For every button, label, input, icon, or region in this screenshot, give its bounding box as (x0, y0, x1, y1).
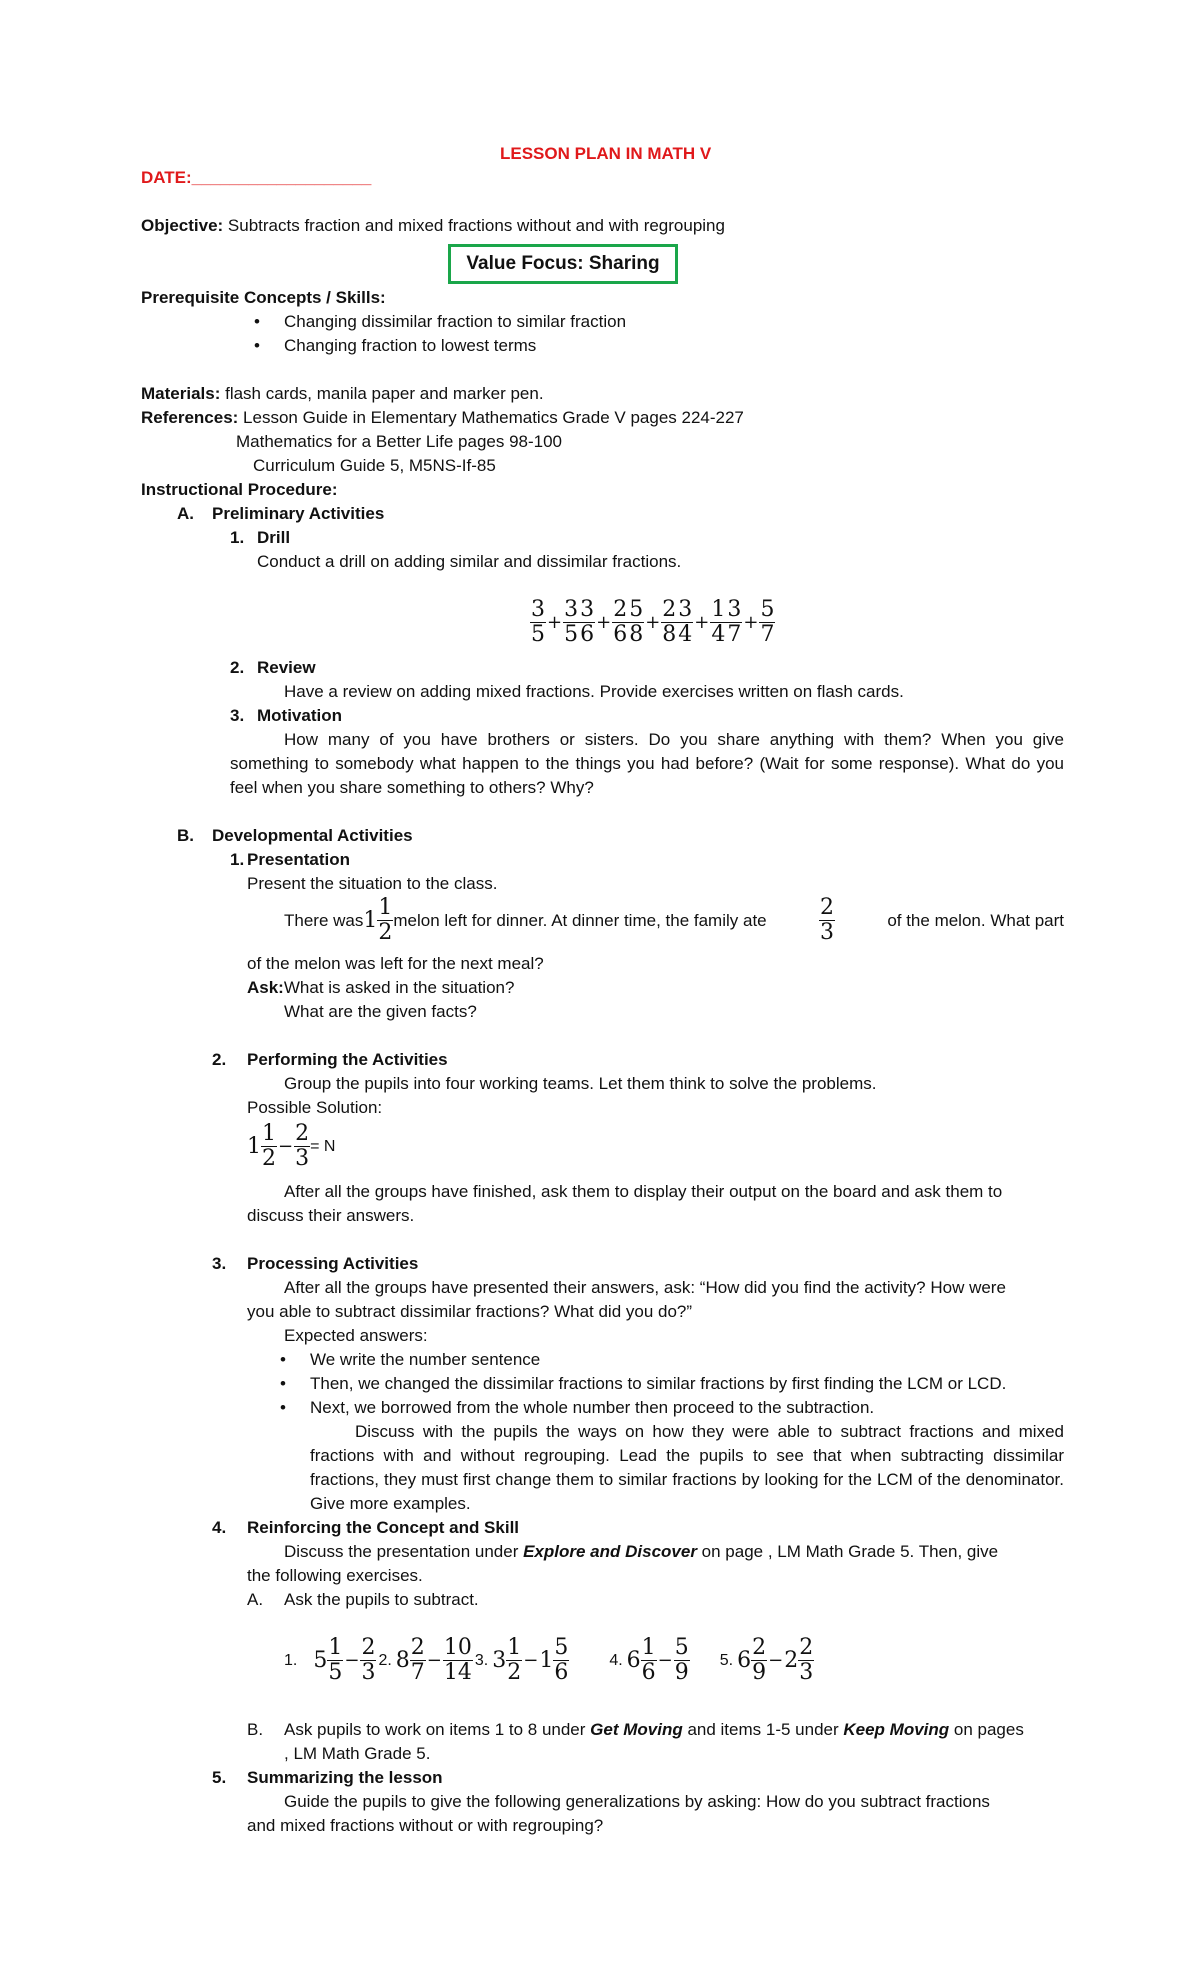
page-title: LESSON PLAN IN MATH V (500, 144, 712, 163)
motivation-text: How many of you have brothers or sisters. Do you share anything with them? When you give something to somebody what happen to the things you had before? (Wait for some response). What do you feel when you share something to others? Why? (230, 730, 1064, 797)
reinforcing-title: Reinforcing the Concept and Skill (247, 1518, 520, 1537)
references (141, 406, 744, 430)
fraction: $\frac{2}{7}$ (410, 1635, 425, 1685)
drill-number: 1. (230, 528, 245, 547)
item-b-text: , LM Math Grade 5. (284, 1744, 431, 1763)
presentation-intro: Present the situation to the class. (247, 874, 498, 893)
value-focus-text: Value Focus: Sharing (466, 253, 660, 274)
whole-number: 1 (539, 1648, 554, 1673)
problem-text: of the melon. What part (887, 910, 1065, 930)
fraction: $\frac{3}{5}$ (531, 597, 545, 647)
whole-number: 6 (626, 1648, 641, 1673)
exercise-label: 3. (474, 1651, 489, 1669)
expected-answer-item: • Next, we borrowed from the whole number then proceed to the subtraction. (310, 1396, 874, 1420)
summarizing-title: Summarizing the lesson (247, 1768, 443, 1787)
presentation-number: 1. (230, 850, 245, 869)
reference-line: Curriculum Guide 5, M5NS-If-85 (253, 456, 496, 475)
whole-number: 1 (363, 908, 378, 933)
fraction: $\frac{2}{9}$ (752, 1635, 767, 1685)
drill-text: Conduct a drill on adding similar and dissimilar fractions. (257, 552, 682, 571)
fraction: $\frac{3}{7}$ (727, 597, 742, 647)
problem-text: There was (284, 910, 364, 930)
drill-title: Drill (257, 528, 291, 547)
summarizing-text: Guide the pupils to give the following generalizations by asking: How do you subtract fractions (284, 1792, 990, 1811)
fraction: $\frac{10}{14}$ (443, 1635, 472, 1685)
presentation-title: Presentation (247, 850, 350, 869)
materials-text: flash cards, manila paper and marker pen. (220, 384, 544, 403)
fraction: $\frac{5}{9}$ (674, 1635, 689, 1685)
materials-label: Materials: (141, 384, 221, 403)
minus-sign: − (278, 1136, 294, 1157)
explore-and-discover: Explore and Discover (523, 1542, 697, 1561)
fraction: $\frac{5}{6}$ (554, 1635, 569, 1685)
expected-answer-item: • Then, we changed the dissimilar fractions to similar fractions by first finding the LCM or LCD. (310, 1372, 1006, 1396)
review-text: Have a review on adding mixed fractions. Provide exercises written on flash cards. (284, 682, 904, 701)
prerequisite-heading: Prerequisite Concepts / Skills: (141, 288, 386, 307)
reference-line: Lesson Guide in Elementary Mathematics Grade V pages 224-227 (238, 408, 744, 427)
plus-sign: + (596, 612, 612, 633)
performing-after: discuss their answers. (247, 1206, 415, 1225)
subtraction-exercises (284, 1636, 814, 1685)
prerequisite-item: • Changing fraction to lowest terms (284, 334, 536, 358)
minus-sign: − (768, 1650, 784, 1671)
fraction: $\frac{3}{6}$ (580, 597, 595, 647)
exercise-label: 1. (284, 1651, 298, 1669)
whole-number: 6 (737, 1648, 752, 1673)
whole-number: 5 (313, 1648, 328, 1673)
keep-moving: Keep Moving (843, 1720, 950, 1739)
summarizing-number: 5. (212, 1768, 227, 1787)
plus-sign: + (694, 612, 710, 633)
references-label: References: (141, 408, 239, 427)
ask-label: Ask: (247, 978, 284, 997)
objective-text: Subtracts fraction and mixed fractions without and with regrouping (223, 216, 725, 235)
section-a-title: Preliminary Activities (212, 504, 385, 523)
processing-title: Processing Activities (247, 1254, 419, 1273)
fraction: $\frac{5}{8}$ (629, 597, 644, 647)
whole-number: 3 (492, 1648, 507, 1673)
summarizing-text: and mixed fractions without or with regrouping? (247, 1816, 604, 1835)
fraction: $\frac{2}{3}$ (361, 1635, 376, 1685)
problem-text: melon left for dinner. At dinner time, the family ate (393, 910, 767, 930)
motivation-title: Motivation (257, 706, 342, 725)
exercise-label: 2. (378, 1651, 392, 1669)
objective-label: Objective: (141, 216, 224, 235)
ask-line (247, 976, 514, 1000)
section-b-letter: B. (177, 826, 194, 845)
motivation-number: 3. (230, 706, 245, 725)
minus-sign: − (426, 1650, 442, 1671)
expected-answer-item: • We write the number sentence (310, 1348, 540, 1372)
processing-number: 3. (212, 1254, 227, 1273)
fraction: $\frac{2}{3}$ (799, 1635, 814, 1685)
fraction: $\frac{1}{2}$ (507, 1635, 522, 1685)
item-b-text: Ask pupils to work on items 1 to 8 under Get Moving and items 1-5 under Keep Moving on pages (284, 1720, 1024, 1739)
reinforcing-text: the following exercises. (247, 1566, 423, 1585)
materials (141, 382, 544, 406)
fraction: $\frac{1}{2}$ (262, 1121, 276, 1171)
minus-sign: − (657, 1650, 673, 1671)
whole-number: 1 (247, 1134, 261, 1159)
processing-discussion: Discuss with the pupils the ways on how they were able to subtract fractions and mixed fractions with and without regrouping. Lead the pupils to see that when subtracting dissimilar fractions, they must first change them to similar fractions by looking for the LCM of the denominator. Give more examples. (310, 1422, 1064, 1513)
fraction: $\frac{2}{3}$ (295, 1121, 310, 1171)
instructional-heading: Instructional Procedure: (141, 480, 338, 499)
expected-answers-label: Expected answers: (284, 1326, 428, 1345)
fraction: $\frac{2}{8}$ (662, 597, 677, 647)
section-a-letter: A. (177, 504, 194, 523)
problem-text: of the melon was left for the next meal? (247, 954, 544, 973)
item-a-letter: A. (247, 1590, 264, 1609)
possible-solution-label: Possible Solution: (247, 1098, 383, 1117)
fraction: $\frac{1}{2}$ (378, 895, 393, 945)
plus-sign: + (743, 612, 759, 633)
value-focus-box (448, 244, 678, 284)
plus-sign: + (547, 612, 563, 633)
whole-number: 8 (395, 1648, 410, 1673)
drill-expression (530, 598, 775, 647)
fraction: $\frac{1}{4}$ (711, 597, 726, 647)
fraction: $\frac{1}{6}$ (641, 1635, 656, 1685)
prerequisite-item: • Changing dissimilar fraction to similar fraction (284, 310, 626, 334)
exercise-label: 5. (719, 1651, 734, 1669)
ask-question: What are the given facts? (284, 1002, 477, 1021)
section-b-title: Developmental Activities (212, 826, 413, 845)
performing-after: After all the groups have finished, ask them to display their output on the board and ask them to (284, 1182, 1003, 1201)
review-number: 2. (230, 658, 245, 677)
reinforcing-text: Discuss the presentation under Explore and Discover on page , LM Math Grade 5. Then, give (284, 1542, 999, 1561)
fraction: $\frac{2}{3}$ (819, 895, 834, 945)
equation-tail: = N (310, 1137, 336, 1155)
solution-equation (247, 1122, 335, 1171)
item-a-text: Ask the pupils to subtract. (284, 1590, 479, 1609)
minus-sign: − (523, 1650, 539, 1671)
reinforcing-number: 4. (212, 1518, 227, 1537)
get-moving: Get Moving (590, 1720, 683, 1739)
fraction: $\frac{1}{5}$ (328, 1635, 343, 1685)
performing-text: Group the pupils into four working teams. Let them think to solve the problems. (284, 1074, 877, 1093)
fraction: $\frac{2}{6}$ (613, 597, 628, 647)
reference-line: Mathematics for a Better Life pages 98-100 (236, 432, 563, 451)
whole-number: 2 (784, 1648, 799, 1673)
minus-sign: − (344, 1650, 360, 1671)
item-b-letter: B. (247, 1720, 264, 1739)
date-field: DATE:___________________ (141, 168, 372, 187)
performing-title: Performing the Activities (247, 1050, 448, 1069)
presentation-problem (284, 896, 1064, 945)
plus-sign: + (645, 612, 661, 633)
processing-text: you able to subtract dissimilar fractions? What did you do?” (247, 1302, 693, 1321)
fraction: $\frac{3}{5}$ (564, 597, 579, 647)
review-title: Review (257, 658, 316, 677)
objective (141, 214, 725, 238)
fraction: $\frac{5}{7}$ (760, 597, 775, 647)
ask-question: What is asked in the situation? (283, 978, 515, 997)
exercise-label: 4. (609, 1651, 623, 1669)
fraction: $\frac{3}{4}$ (678, 597, 693, 647)
performing-number: 2. (212, 1050, 227, 1069)
processing-text: After all the groups have presented their answers, ask: “How did you find the activity? How were (284, 1278, 1006, 1297)
